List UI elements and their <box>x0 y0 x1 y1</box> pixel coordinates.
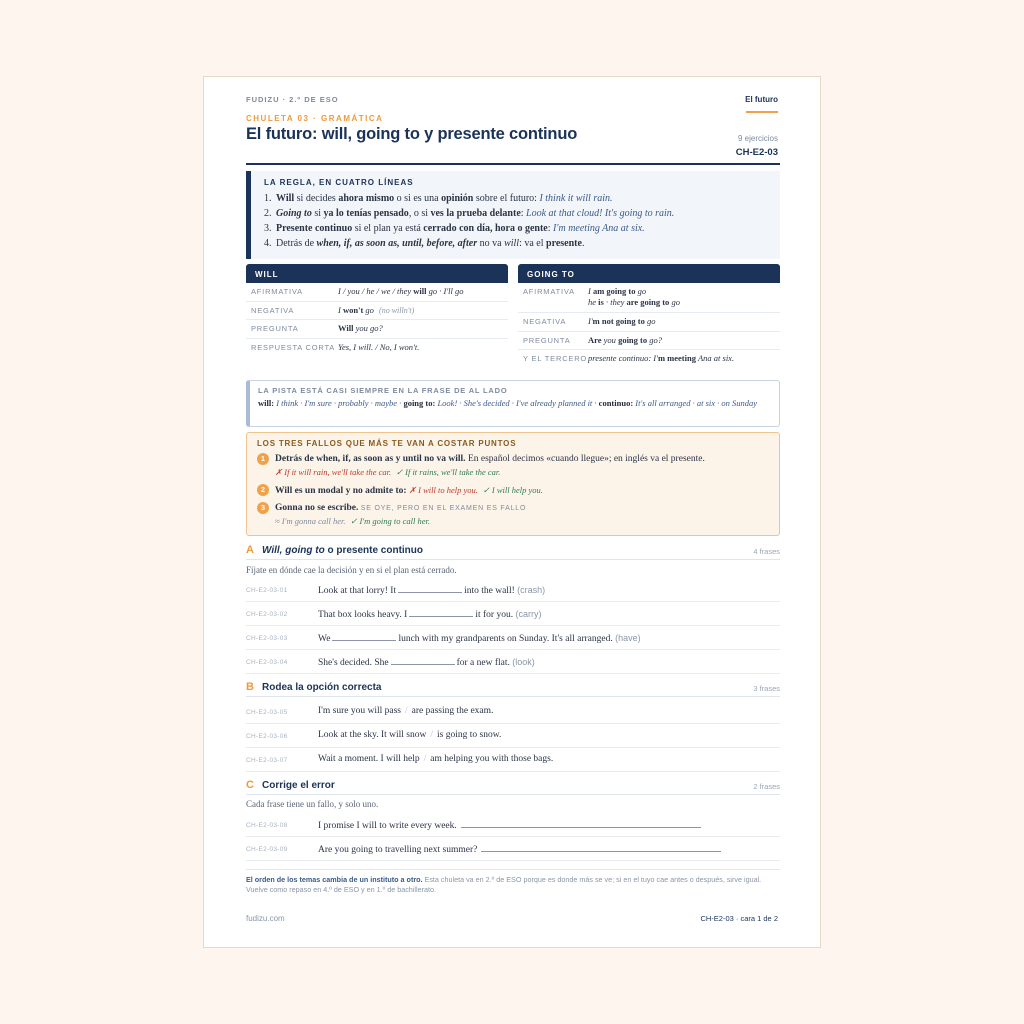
answer-blank[interactable] <box>332 632 396 641</box>
page-title: El futuro: will, going to y presente continuo <box>246 125 578 143</box>
curriculum-note: El orden de los temas cambia de un instituto a otro. Esta chuleta va en 2.º de ESO porque es donde más se ve; si en el tuyo cae antes o después, sirve igual. Vuelve como repaso en 4.º de ESO y en 1.º de bachillerato. <box>246 869 780 895</box>
rule-list <box>264 191 780 251</box>
option-1[interactable]: will help <box>386 754 420 764</box>
topic-underline <box>746 111 778 113</box>
section-a-header: A Will, going to o presente continuo 4 frases <box>246 542 780 560</box>
footer-website: fudizu.com <box>246 914 285 923</box>
option-2[interactable]: is going to <box>437 730 478 740</box>
table-row: PREGUNTA Will you go? <box>246 320 508 339</box>
hint-text: will: I think · I'm sure · probably · maybe · going to: Look! · She's decided · I've already planned it · continuo: It's all arranged · at six · on Sunday <box>258 398 758 408</box>
number-badge: 1 <box>257 453 269 465</box>
will-table <box>246 264 508 357</box>
table-row: Y EL TERCERO presente continuo: I'm meeting Ana at six. <box>523 353 735 363</box>
option-2[interactable]: am helping <box>430 754 473 764</box>
section-b-header: B Rodea la opción correcta 3 frases <box>246 679 780 697</box>
rule-box-heading: LA REGLA, EN CUATRO LÍNEAS <box>264 178 414 187</box>
rule-box <box>246 171 780 259</box>
kicker-label: CHULETA 03 · GRAMÁTICA <box>246 114 384 123</box>
exercise-count: 9 ejercicios <box>737 134 778 143</box>
rule-item: 4. Detrás de when, if, as soon as, until, before, after no va will: va el presente. <box>264 238 585 249</box>
sheet-code: CH-E2-03 <box>735 147 778 158</box>
exercise-row: CH-E2-03-07 Wait a moment. I will help / am helping you with those bags. <box>246 748 780 772</box>
table-row: RESPUESTA CORTA Yes, I will. / No, I won't. <box>251 341 420 352</box>
section-c-instruction: Cada frase tiene un fallo, y solo uno. <box>246 799 379 809</box>
exercise-row: CH-E2-03-01 Look at that lorry! It into the wall! (crash) <box>246 578 780 602</box>
table-row: NEGATIVA I'm not going to go <box>518 313 780 332</box>
mistake-item: 3 Gonna no se escribe. SE OYE, PERO EN EL EXAMEN ES FALLO ≈ I'm gonna call her. ✓ I'm going to call her. <box>257 502 769 529</box>
header-divider <box>246 163 780 165</box>
number-badge: 2 <box>257 484 269 496</box>
mistake-item: 1 Detrás de when, if, as soon as y until no va will. En español decimos «cuando llegue»; en inglés va el presente. ✗ If it will rain, we'll take the car. ✓ If it rains, we'll take the car. <box>257 453 769 480</box>
rule-item: 1. Will si decides ahora mismo o si es una opinión sobre el futuro: I think it will rain. <box>264 193 613 204</box>
answer-blank[interactable] <box>398 584 462 593</box>
correction-line[interactable] <box>481 843 721 852</box>
exercise-row: CH-E2-03-02 That box looks heavy. I it for you. (carry) <box>246 602 780 626</box>
section-a-instruction: Fíjate en dónde cae la decisión y en si el plan está cerrado. <box>246 565 457 575</box>
hint-heading: LA PISTA ESTÁ CASI SIEMPRE EN LA FRASE DE AL LADO <box>258 386 508 395</box>
table-row: PREGUNTA Are you going to go? <box>518 332 780 351</box>
table-row: AFIRMATIVA I / you / he / we / they will go · I'll go <box>246 283 508 302</box>
going-to-table <box>518 264 780 369</box>
rule-item: 3. Presente continuo si el plan ya está cerrado con día, hora o gente: I'm meeting Ana at six. <box>264 223 645 234</box>
mistakes-box <box>246 432 780 536</box>
footer-page-info: CH-E2-03 · cara 1 de 2 <box>700 914 778 923</box>
exercise-row: CH-E2-03-04 She's decided. She for a new flat. (look) <box>246 650 780 674</box>
brand-label: FUDIZU · 2.º DE ESO <box>246 95 339 104</box>
rule-item: 2. Going to si ya lo tenías pensado, o si ves la prueba delante: Look at that cloud! It's going to rain. <box>264 208 675 219</box>
answer-blank[interactable] <box>409 608 473 617</box>
correction-line[interactable] <box>461 819 701 828</box>
table-row: NEGATIVA I won't go (no willn't) <box>246 302 508 321</box>
mistake-item: 2 Will es un modal y no admite to: ✗ I will to help you. ✓ I will help you. <box>257 484 769 498</box>
exercise-row: CH-E2-03-06 Look at the sky. It will snow / is going to snow. <box>246 724 780 748</box>
section-c-header: C Corrige el error 2 frases <box>246 777 780 795</box>
option-1[interactable]: will pass <box>367 706 401 716</box>
exercise-row: CH-E2-03-05 I'm sure you will pass / are passing the exam. <box>246 700 780 724</box>
hint-box <box>246 380 780 427</box>
exercise-row: CH-E2-03-08 I promise I will to write every week. <box>246 813 780 837</box>
exercise-row: CH-E2-03-03 We lunch with my grandparents on Sunday. It's all arranged. (have) <box>246 626 780 650</box>
answer-blank[interactable] <box>391 656 455 665</box>
worksheet-page <box>203 76 821 948</box>
exercise-row: CH-E2-03-09 Are you going to travelling next summer? <box>246 837 780 861</box>
option-2[interactable]: are passing <box>411 706 455 716</box>
going-to-table-heading: GOING TO <box>518 264 780 283</box>
option-1[interactable]: will snow <box>389 730 427 740</box>
mistakes-heading: LOS TRES FALLOS QUE MÁS TE VAN A COSTAR PUNTOS <box>257 439 517 448</box>
topic-label: El futuro <box>745 95 778 104</box>
will-table-heading: WILL <box>246 264 508 283</box>
table-row: AFIRMATIVA I am going to go he is · they are going to go <box>518 283 780 313</box>
number-badge: 3 <box>257 502 269 514</box>
